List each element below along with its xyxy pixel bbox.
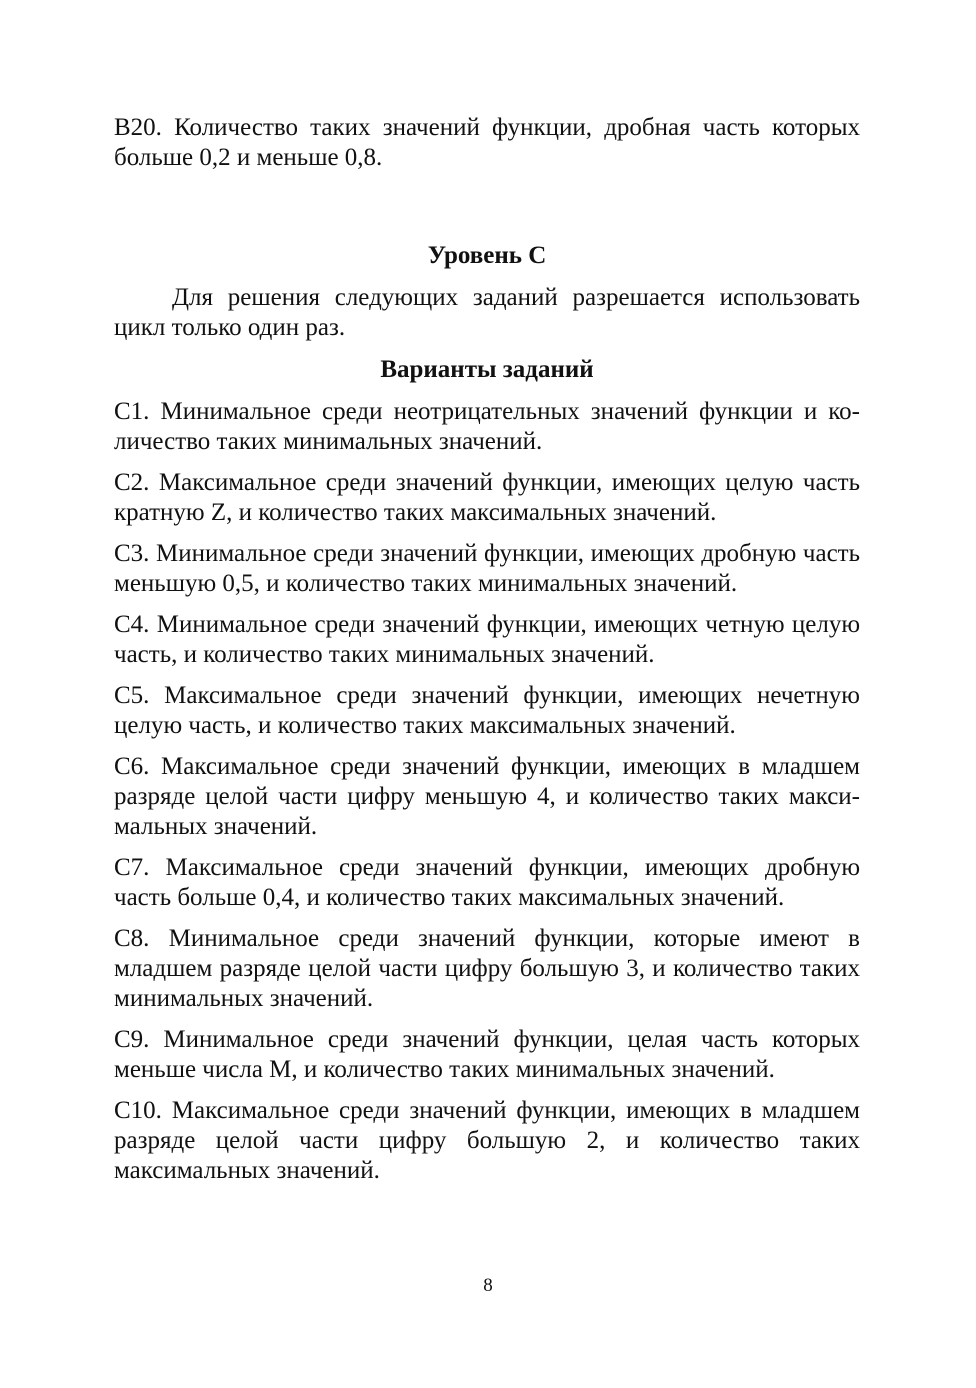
task-c2: С2. Максимальное среди значений функции, имеющих целую часть кратную Z, и количество таких максимальных значений. — [114, 469, 860, 526]
variants-title: Варианты заданий — [380, 356, 594, 383]
task-c1: С1. Минимальное среди неотрицательных значений функции и количество таких минимальных значений. — [114, 398, 860, 455]
task-c8: С8. Минимальное среди значений функции, которые имеют в младшем разряде целой части цифру большую 3, и количество таких минимальных значений. — [114, 925, 860, 1012]
task-c4: С4. Минимальное среди значений функции, имеющих четную целую часть, и количество таких минимальных значений. — [114, 611, 860, 668]
task-c3: С3. Минимальное среди значений функции, имеющих дробную часть меньшую 0,5, и количество таких минимальных значений. — [114, 540, 860, 597]
task-c9: С9. Минимальное среди значений функции, целая часть которых меньше числа М, и количество таких минимальных значений. — [114, 1026, 860, 1083]
task-c7: С7. Максимальное среди значений функции, имеющих дробную часть больше 0,4, и количество таких максимальных значений. — [114, 854, 860, 911]
section-intro: Для решения следующих заданий разрешается использовать цикл только один раз. — [114, 284, 860, 341]
page-body — [114, 113, 860, 1197]
task-b20: В20. Количество таких значений функции, дробная часть которых больше 0,2 и меньше 0,8. — [114, 114, 860, 171]
task-list — [114, 397, 860, 1186]
page-number: 8 — [483, 1275, 493, 1296]
task-c5: С5. Максимальное среди значений функции, имеющих нечетную целую часть, и количество таких максимальных значений. — [114, 682, 860, 739]
section-title: Уровень С — [427, 242, 547, 269]
task-c10: С10. Максимальное среди значений функции, имеющих в младшем разряде целой части цифру большую 2, и количество таких максимальных значений. — [114, 1097, 860, 1184]
task-c6: С6. Максимальное среди значений функции, имеющих в младшем разряде целой части цифру меньшую 4, и количество таких максимальных значений. — [114, 753, 860, 840]
